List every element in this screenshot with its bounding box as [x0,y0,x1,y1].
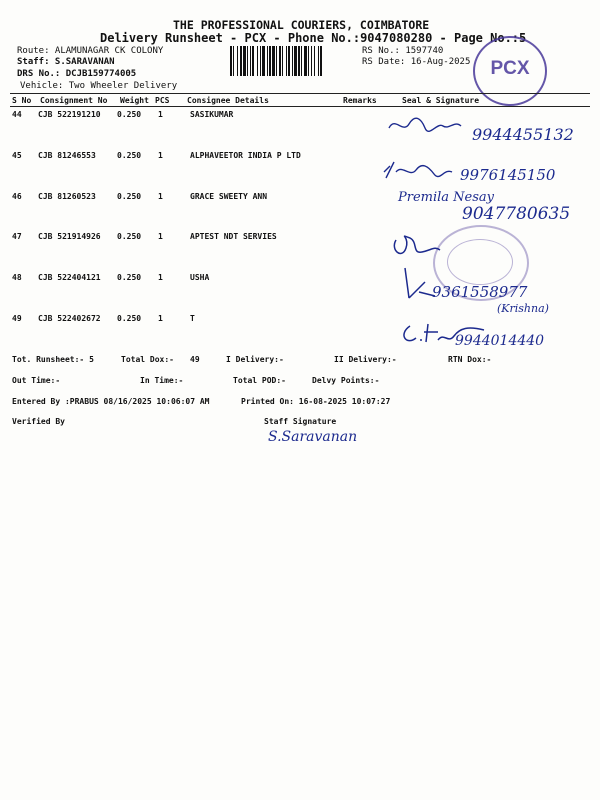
staff-signature: S.Saravanan [268,429,358,445]
printed-on: Printed On: 16-08-2025 10:07:27 [241,397,391,406]
verified-by: Verified By [12,417,65,426]
barcode-bar [269,46,271,76]
tot-runsheet: Tot. Runsheet:- 5 [12,355,94,364]
barcode-bar [247,46,248,76]
col-remarks: Remarks [343,96,377,105]
col-weight: Weight [120,96,149,105]
barcode-bar [240,46,242,76]
staff-signature-label: Staff Signature [264,417,337,426]
barcode-bar [257,46,258,76]
barcode-bar [286,46,287,76]
rs-number: RS No.: 1597740 [362,46,444,56]
cell-pcs: 1 [158,273,163,282]
cell-consignment: CJB 81246553 [38,151,96,160]
company-name: THE PROFESSIONAL COURIERS, COIMBATORE [173,18,430,32]
cell-pcs: 1 [158,314,163,323]
barcode-bar [298,46,300,76]
drs-number: DRS No.: DCJB159774005 [17,69,137,79]
barcode-bar [243,46,246,76]
barcode-bar [304,46,307,76]
barcode-bar [292,46,293,76]
cell-sno: 45 [12,151,22,160]
col-consignee: Consignee Details [187,96,269,105]
route-label: Route: ALAMUNAGAR CK COLONY [17,46,164,56]
cell-weight: 0.250 [117,232,142,241]
delvy-points: Delvy Points:- [312,376,380,385]
cell-weight: 0.250 [117,314,142,323]
signature-scribble [385,112,475,138]
cell-consignee: SASIKUMAR [190,110,234,119]
cell-consignee: T [190,314,195,323]
cell-pcs: 1 [158,151,163,160]
barcode-bar [308,46,309,76]
cell-consignment: CJB 522404121 [38,273,101,282]
barcode-bar [233,46,234,76]
cell-sno: 47 [12,232,22,241]
handwritten-name: Premila Nesay [398,190,495,205]
out-time: Out Time:- [12,376,61,385]
rs-date: RS Date: 16-Aug-2025 [362,57,471,67]
barcode-bar [314,46,315,76]
cell-weight: 0.250 [117,110,142,119]
col-consignment: Consignment No [40,96,108,105]
barcode-bar [276,46,277,76]
handwritten-phone: 9976145150 [460,166,556,184]
barcode-bar [279,46,281,76]
ii-delivery: II Delivery:- [334,355,397,364]
barcode-bar [237,46,238,76]
header-rule-top [10,93,590,94]
stamp-text: PCX [490,58,530,79]
cell-pcs: 1 [158,110,163,119]
cell-weight: 0.250 [117,273,142,282]
pcx-stamp [473,36,547,106]
barcode-bar [272,46,275,76]
cell-weight: 0.250 [117,151,142,160]
cell-sno: 44 [12,110,22,119]
header-rule-bottom [10,106,590,107]
handwritten-phone: 9361558977 [432,283,528,301]
cell-weight: 0.250 [117,192,142,201]
barcode-bar [311,46,312,76]
cell-sno: 49 [12,314,22,323]
barcode [230,46,356,76]
cell-consignment: CJB 81260523 [38,192,96,201]
barcode-bar [288,46,290,76]
handwritten-phone: 9047780635 [462,204,571,224]
cell-pcs: 1 [158,232,163,241]
cell-pcs: 1 [158,192,163,201]
barcode-bar [262,46,265,76]
barcode-bar [230,46,232,76]
barcode-bar [318,46,319,76]
in-time: In Time:- [140,376,184,385]
staff-label: Staff: S.SARAVANAN [17,57,115,67]
signature-scribble [380,158,470,184]
handwritten-phone: 9944455132 [472,125,574,144]
total-pod: Total POD:- [233,376,286,385]
barcode-bar [282,46,283,76]
barcode-bar [301,46,302,76]
cell-consignee: USHA [190,273,210,282]
cell-sno: 46 [12,192,22,201]
col-seal-signature: Seal & Signature [402,96,480,105]
cell-consignment: CJB 522191210 [38,110,101,119]
handwritten-note: (Krishna) [497,302,549,315]
cell-sno: 48 [12,273,22,282]
col-sno: S No [12,96,32,105]
col-pcs: PCS [155,96,170,105]
cell-consignment: CJB 522402672 [38,314,101,323]
barcode-bar [267,46,268,76]
barcode-bar [294,46,297,76]
barcode-bar [252,46,254,76]
total-dox-label: Total Dox:- [121,355,174,364]
barcode-bar [250,46,251,76]
signature-scribble [388,230,448,264]
barcode-bar [320,46,322,76]
runsheet-title: Delivery Runsheet - PCX - Phone No.:9047080280 - Page No.:5 [100,31,527,45]
handwritten-phone: 9944014440 [455,333,545,349]
i-delivery: I Delivery:- [226,355,284,364]
vehicle-label: Vehicle: Two Wheeler Delivery [20,81,178,91]
cell-consignee: GRACE SWEETY ANN [190,192,268,201]
total-dox-value: 49 [190,355,200,364]
entered-by: Entered By :PRABUS 08/16/2025 10:06:07 AM [12,397,210,406]
barcode-bar [260,46,261,76]
rtn-dox: RTN Dox:- [448,355,492,364]
cell-consignment: CJB 521914926 [38,232,101,241]
cell-consignee: APTEST NDT SERVIES [190,232,277,241]
cell-consignee: ALPHAVEETOR INDIA P LTD [190,151,301,160]
